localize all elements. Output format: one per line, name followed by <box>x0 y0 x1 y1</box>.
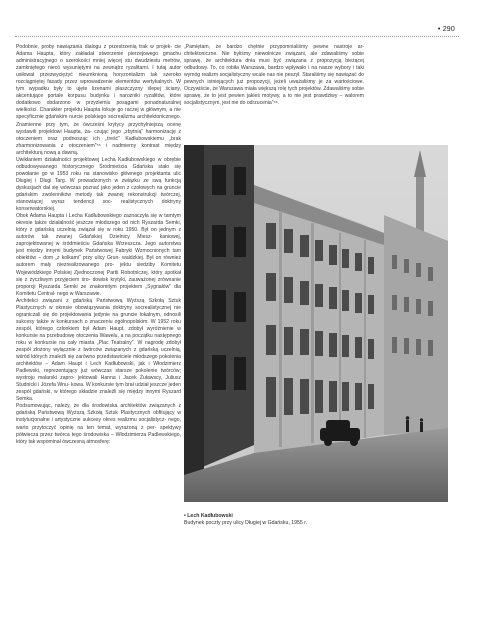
paragraph: Podsumowując, należy, że dla środowiska architektów związanych z gdańską Państwową Wyższą Szkołą Sztuk Plastycznych obfitujący w instytucjonalne i artystyczne sukcesy okres realizmu socjalistycz- nego, warto przytoczyć opinię na ten temat, wyrażoną z per- spektywy półwiecza przez twórca tego środowiska – Włodzimierza Padlewskiego, który tak wspominał ówczesną atmosferę: <box>16 403 181 445</box>
figure-caption <box>184 513 384 527</box>
paragraph: Podobnie, proby nawiązania dialogu z przestrzenią trak w projek- cie Adama Haupta, który zakładał stworzenie pierzejowego gmachu administracyjnego o szerokości mniej więcej stu dwudziestu metrów, zamkniętego niecó wysuniętymi na zewnątrz ryzalitami. I tutaj autor usiłował przezwyciężyć nieumknioną horyzontalizm tak szeroko rozciągniętej fasady przez wprowadzenie elementów wertykalnych. W tym wypadku były to ujęte lizenami płaszczyzny ślepej ściany, akcentujące portale korpusu budynku i narożniki ryzalitów, które dodatkowo obdarzono w przyziemiu posągami ponadnaturalnej wielkości. Charakter projektu Haupta łokuje go raczej w głównym, a nie specyficznie gdańskim nurcie polskiego socrealizmu architektonicznego. Znamienne przy tym, że ówcześni krytycy przychylniejszą ocenę wystawili projektowi Haupta, ża- czując jego „zbytnią” harmonizację z otoczeniem oraz podnosząc ich „treść” Kadłubowskiemu „brak zharmonizowania z otoczeniem”⁵⁵ i nadmierny kontrast między architekturą nową a dawną. <box>16 44 181 156</box>
paragraph: Obok Adama Haupta i Lecha Kadłubowskiego zaznaczyła się w tamtym okresie także działalność jeszcze młodszego od nich Ryszarda Semki, który z gdańską uczelnią związał się w roku 1950. Był on jednym z autorów tak zwanej Gdańskiej Dzielnicy Miesz- kaniowej, zaprojektowanej w śródmieściu Gdańska Wrzeszcza. Jego autorstwa jest między innymi budynek Państwowej Fabryki Wzmocnionych tam obiektów – dom „z kolkami” przy ulicy Grun- waldzkiej. Był on również autorem mały niezrealizowanego pro- jektu siedziby Komitetu Wojewódzkiego Polskiej Zjednoczonej Partii Robotniczej, który spotkał się z życzliwym przyjęciem śro- dowisk krytyki, zauważonej zrównanie proporcji Ryszarda Semki ze znakomitym projektem „Sygnałów” dla Komitetu Central- nego w Warszawie. <box>16 213 181 297</box>
caption-text: Budynek poczty przy ulicy Długiej w Gdańsku, 1955 r. <box>184 520 308 526</box>
building-photograph <box>184 145 448 502</box>
photo-illustration <box>184 145 448 502</box>
paragraph: Architekci związani z gdańską Państwową Wyższą Szkołą Sztuk Plastycznych w okresie obowiązywania doktryny socrealistycznej nie ograniczali się do projektowania jedynie na gruncie lokalnym, odnosili sukcesy także w konkursach o znaczeniu ogólnopolskim. W 1952 roku zespół, którego członkiem był Adam Haupt, zdobył wyróżnienie w konkursie na przebudowę otoczenia Wawelu, a na początku następnego roku w konkursie na cały miasta „Plac Teatralny”. W nagrodę zdobył zespół złożony wyłącznie z twórców związanych z gdańską uczelnią, wśród których znaleźli się zarówno przedstawiciele młodszego pokolenia architektów – Adam Haupt i Lech Kadłubowski, jak i Włodzimierz Padlewski, reprezentujący już wówczas starsze pokolenie twórców; wystroju malarski zapro- jektowali Hanna i Jacek Żuławscy, Juliusz Studnicki i Józefa Wnu- kowa. W konkursie tym brał udział jeszcze jeden zespół gdański, w którego składzie znaleźli się między innymi Ryszard Semka. <box>16 297 181 403</box>
header-divider <box>15 36 459 37</box>
caption-title: • Lech Kadłubowski <box>184 513 233 519</box>
right-column-quote <box>184 44 364 107</box>
quote-paragraph: „Pamiętam, że bardzo chętnie przypomnialiśmy pewne nastroje ar- chitektoniczne. Nie byliśmy niewolnicze związani, ale zdawaliśmy sobie sprawę, że architektura dnia musi być związana z propozycją bieżącej odbudowy. To, co robiła Warszawa, bardzo wpływało i na nasze wybory i taki wymóg realizm socjalistyczny wcale nas nie peszył. Staraliśmy się nawiązać do pewnych istniejących już propozycji, jeżeli uważaliśmy je za wartościowe. Oczywiście, że Warszawa miała większą rolę tych projektów. Zdawaliśmy sobie sprawę, że to jest pewien jakieś motywy, a to nie jest prawdziwy – walorem socjalistycznym, jest nie do odrzucenia”⁵⁶. <box>184 44 364 107</box>
paragraph: Uwikłaniem działalności projektowej Lecha Kadłubowskiego w obrębie odbudowywanego historycznego Śródmieścia Gdańska stało się powołanie go w 1953 roku na stanowisko głównego projektanta ulic Długiej i Długi Targ. W prowadzonych w związku ze swą funkcją dyskusjach dał się wówczas poznać jako jeden z czołowych na gruncie gdańskim zwolenników metody tak zwanej rekonstrukcji twórczej, stanowiącej wyraz tendencji soc- realistycznych doktryny konserwatorskiej. <box>16 156 181 213</box>
left-column-text <box>16 44 181 630</box>
caption-title-text: Lech Kadłubowski <box>187 513 233 519</box>
page-number: • 290 <box>437 26 455 33</box>
